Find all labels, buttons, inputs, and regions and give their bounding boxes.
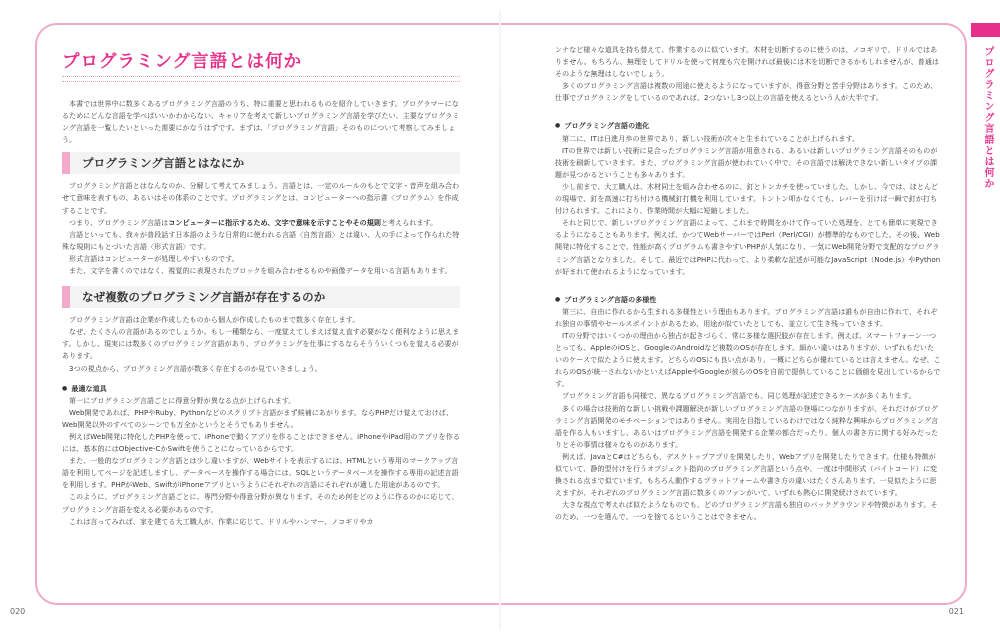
book-gutter xyxy=(499,10,501,630)
subheading-best-tool: ● 最適な道具 xyxy=(62,383,460,395)
paragraph: Web開発であれば、PHPやRuby、Pythonなどのスクリプト言語がまず候補にあがります。ならPHPだけ覚えておけば、Web開発以外のすべてのシーンでも万全かというとそうでもありません。 xyxy=(62,408,454,429)
paragraph: 例えばWeb開発に特化したPHPを使って、iPhoneで動くアプリを作ることはできません。iPhoneやiPad用のアプリを作るには、基本的にはObjective-CかSwiftを使うことになっているからです。 xyxy=(62,432,460,454)
intro-paragraph: 本書では世界中に数多くあるプログラミング言語のうち、特に重要と思われるものを紹介していきます。プログラマーになるためにどんな言語を学べばいいかわからない、キャリアを考えて新しいプログラミング言語を学びたい、主要なプログラミング言語を一覧したいといった需要にかなうはずです。まずは、「プログラミング言語」そのものについて考察してみましょう。 xyxy=(62,100,460,145)
left-page-column xyxy=(62,44,460,528)
chapter-tab-label: プログラミング言語とは何か xyxy=(982,46,993,189)
paragraph: 少し前まで、大工職人は、木材同士を組み合わせるのに、釘とトンカチを使っていました。しかし、今では、ほとんどの現場で、釘を高速に打ち付ける機械釘打機を利用しています。トントン叩かなくても、レバーを引けば一瞬で釘が打ち付けられます。これにより、作業時間が大幅に短縮しました。 xyxy=(555,182,939,216)
section-heading-2-label: なぜ複数のプログラミング言語が存在するのか xyxy=(82,290,326,305)
subheading-evolution: ● プログラミング言語の進化 xyxy=(555,120,941,132)
paragraph: また、一般的なプログラミング言語とは少し違いますが、Webサイトを表示するには、HTMLという専用のマークアップ言語を利用してページを記述しますし、データベースを操作する場合には、SQLというデータベースを操作する専用の記述言語を利用します。PHPがWeb、SwiftがiPhoneアプリというようにそれぞれの言語にそれぞれが適した用途があるのです。 xyxy=(62,457,459,490)
bold-phrase: コンピューターに指示するため、文字で意味を示すことやその規則 xyxy=(168,218,381,227)
page-number-left: 020 xyxy=(10,607,26,616)
paragraph: 多くのプログラミング言語は複数の用途に使えるようになっていますが、得意分野と苦手分野はあります。このため、仕事でプログラミングをしているのであれば、2つないし3つ以上の言語を使えるという人が大半です。 xyxy=(555,82,938,103)
paragraph-emphasis xyxy=(62,217,460,229)
page-number-right: 021 xyxy=(948,607,964,616)
paragraph: なぜ、たくさんの言語があるのでしょうか。もし一種類なら、一度覚えてしまえば覚え直す必要がなく便利なように思えます。しかし、現実には数多くのプログラミング言語があり、プログラミングを仕事にするならそうういくつもを覚える必要があります。 xyxy=(62,328,460,361)
paragraph: 例えば、JavaとC#はどちらも、デスクトップアプリを開発したり、Webアプリを開発したりできます。仕様も特徴が似ていて、静的型付けを行うオブジェクト指向のプログラミング言語という点や、一度は中間形式（バイトコード）に変換される点まで似ています。もちろん動作するプラットフォームや書き方の違いはたくさんあります。一見似たように思えますが、それぞれのプログラミング言語に数多くのファンがいて、いずれも熱心に開発続けされています。 xyxy=(555,452,938,498)
paragraph: 言語といっても、我々が普段話す日本語のような日常的に使われる言語〈自然言語〉とは違い、人の手によって作られた特殊な規則にもとづいた言語〈形式言語〉です。 xyxy=(62,230,460,251)
chapter-tab-marker xyxy=(971,23,1000,37)
title-underline xyxy=(62,76,460,82)
paragraph: また、文字を書くのではなく、視覚的に表現されたブロックを組み合わせるものや画像データを用いる言語もあります。 xyxy=(69,267,452,276)
subheading-diversity: ● プログラミング言語の多様性 xyxy=(555,294,941,306)
paragraph: プログラミング言語とはなんなのか、分解して考えてみましょう。言語とは、一定のルールのもとで文字・音声を組み合わせて意味を表すもの、あるいはその体系のことです。プログラミングとは、コンピューターへの指示書〈プログラム〉を作成することです。 xyxy=(62,182,460,215)
section-heading-1-label: プログラミング言語とはなにか xyxy=(82,156,245,171)
right-page-column xyxy=(555,44,941,523)
paragraph: 第二に、ITは日進月歩の世界であり、新しい技術が次々と生まれていることが上げられます。 xyxy=(562,134,860,143)
paragraph: プログラミング言語は企業が作成したものから個人が作成したものまで数多く存在します。 xyxy=(69,316,360,325)
paragraph-continued: ンナなど様々な道具を持ち替えて、作業するのに似ています。木材を切断するのに使うのは、ノコギリで、ドリルではありません。もちろん、無理をしてドリルを使って何度も穴を開ければ最後には木を切断できるかもしれませんが、普通はそのような無理はしないでしょう。 xyxy=(555,46,940,79)
paragraph: ITの分野ではいくつかの理由から独占が起きづらく、常に多様な選択肢が存在します。例えば、スマートフォーン一つとっても、AppleのiOSと、GoogleのAndroidなど複数のOSが存在します。細かい違いはありますが、いずれもだいたいのケースで似たように使えます。どちらのOSにも良い点があり、一概にどちらが優れているとは言えません。なぜ、これらのOSが統一されないかといえばAppleやGoogleが彼らのOSを自前で提供していることに価値を見出しているからです。 xyxy=(555,331,941,389)
paragraph: それと同じで、新しいプログラミング言語によって、これまで時間をかけて作っていた処理を、とても簡単に実現できるようになることもあります。例えば、かつてWebサーバーではPerl（Perl/CGI）が標準的なものでした。その後、Web開発に特化することで、性能が高くプログラムも書きやすいPHPが人気になり、一気にWeb開発分野で支配的なプログラミング言語となりました。そして、最近ではPHPに代わって、より柔軟な記述が可能なJavaScript（Node.js）やPythonが好まれて使われるようになっています。 xyxy=(555,219,941,276)
paragraph: 形式言語はコンピューターが処理しやすいものです。 xyxy=(69,254,239,263)
paragraph-part: と考えられます。 xyxy=(381,218,438,227)
paragraph: 3つの視点から、プログラミング言語が数多く存在するのか見ていきましょう。 xyxy=(69,364,322,373)
paragraph: 大きな視点で考えれば似たようなものでも、どのプログラミング言語も独自のバックグラウンドや特徴があります。そのため、一つを選んで、一つを捨てるということはできません。 xyxy=(555,501,938,522)
section-heading-2 xyxy=(62,286,460,308)
paragraph: このように、プログラミング言語ごとに、専門分野や得意分野が異なります。そのため何をどのように作るのかに応じて、プログラミング言語を変える必要があるのです。 xyxy=(62,493,459,514)
paragraph: 第三に、自由に作れるから生まれる多様性という理由もあります。プログラミング言語は誰もが自由に作れて、それぞれ独自の事情やセールスポイントがあるため、用途が似ていたとしても、並立して生き残っていきます。 xyxy=(555,307,938,328)
section-heading-1 xyxy=(62,152,460,174)
paragraph: これは言ってみれば、家を建てる大工職人が、作業に応じて、ドリルやハンマー、ノコギリやカ xyxy=(69,517,374,526)
paragraph: 第一にプログラミング言語ごとに得意分野が異なる点が上げられます。 xyxy=(69,396,296,405)
page-title: プログラミング言語とは何か xyxy=(62,52,303,72)
paragraph: プログラミング言語も同様で、異なるプログラミング言語でも、同じ処理が記述できるケースが多くあります。 xyxy=(562,392,916,401)
paragraph: ITの世界では新しい技術に見合ったプログラミング言語が用意される、あるいは新しいプログラミング言語そのものが技術を刷新していきます。また、プログラミング言語が使われていく中で、その言語では解決できない新しいタイプの課題が見つかるということも多々あります。 xyxy=(555,146,938,179)
paragraph: 多くの場合は技術的な新しい挑戦や課題解決が新しいプログラミング言語の登場につながりますが、それだけがプログラミング言語開発のモチベーションではありません。実用を目指しているわけではなく純粋な興味からプログラミング言語を作る人もいますし、あるいはプログラミング言語を開発する企業の都合だったり、個人の書き方に関する好みだったりとその事情は様々なものがあります。 xyxy=(555,404,939,449)
paragraph-part: つまり、プログラミング言語は xyxy=(69,218,169,227)
